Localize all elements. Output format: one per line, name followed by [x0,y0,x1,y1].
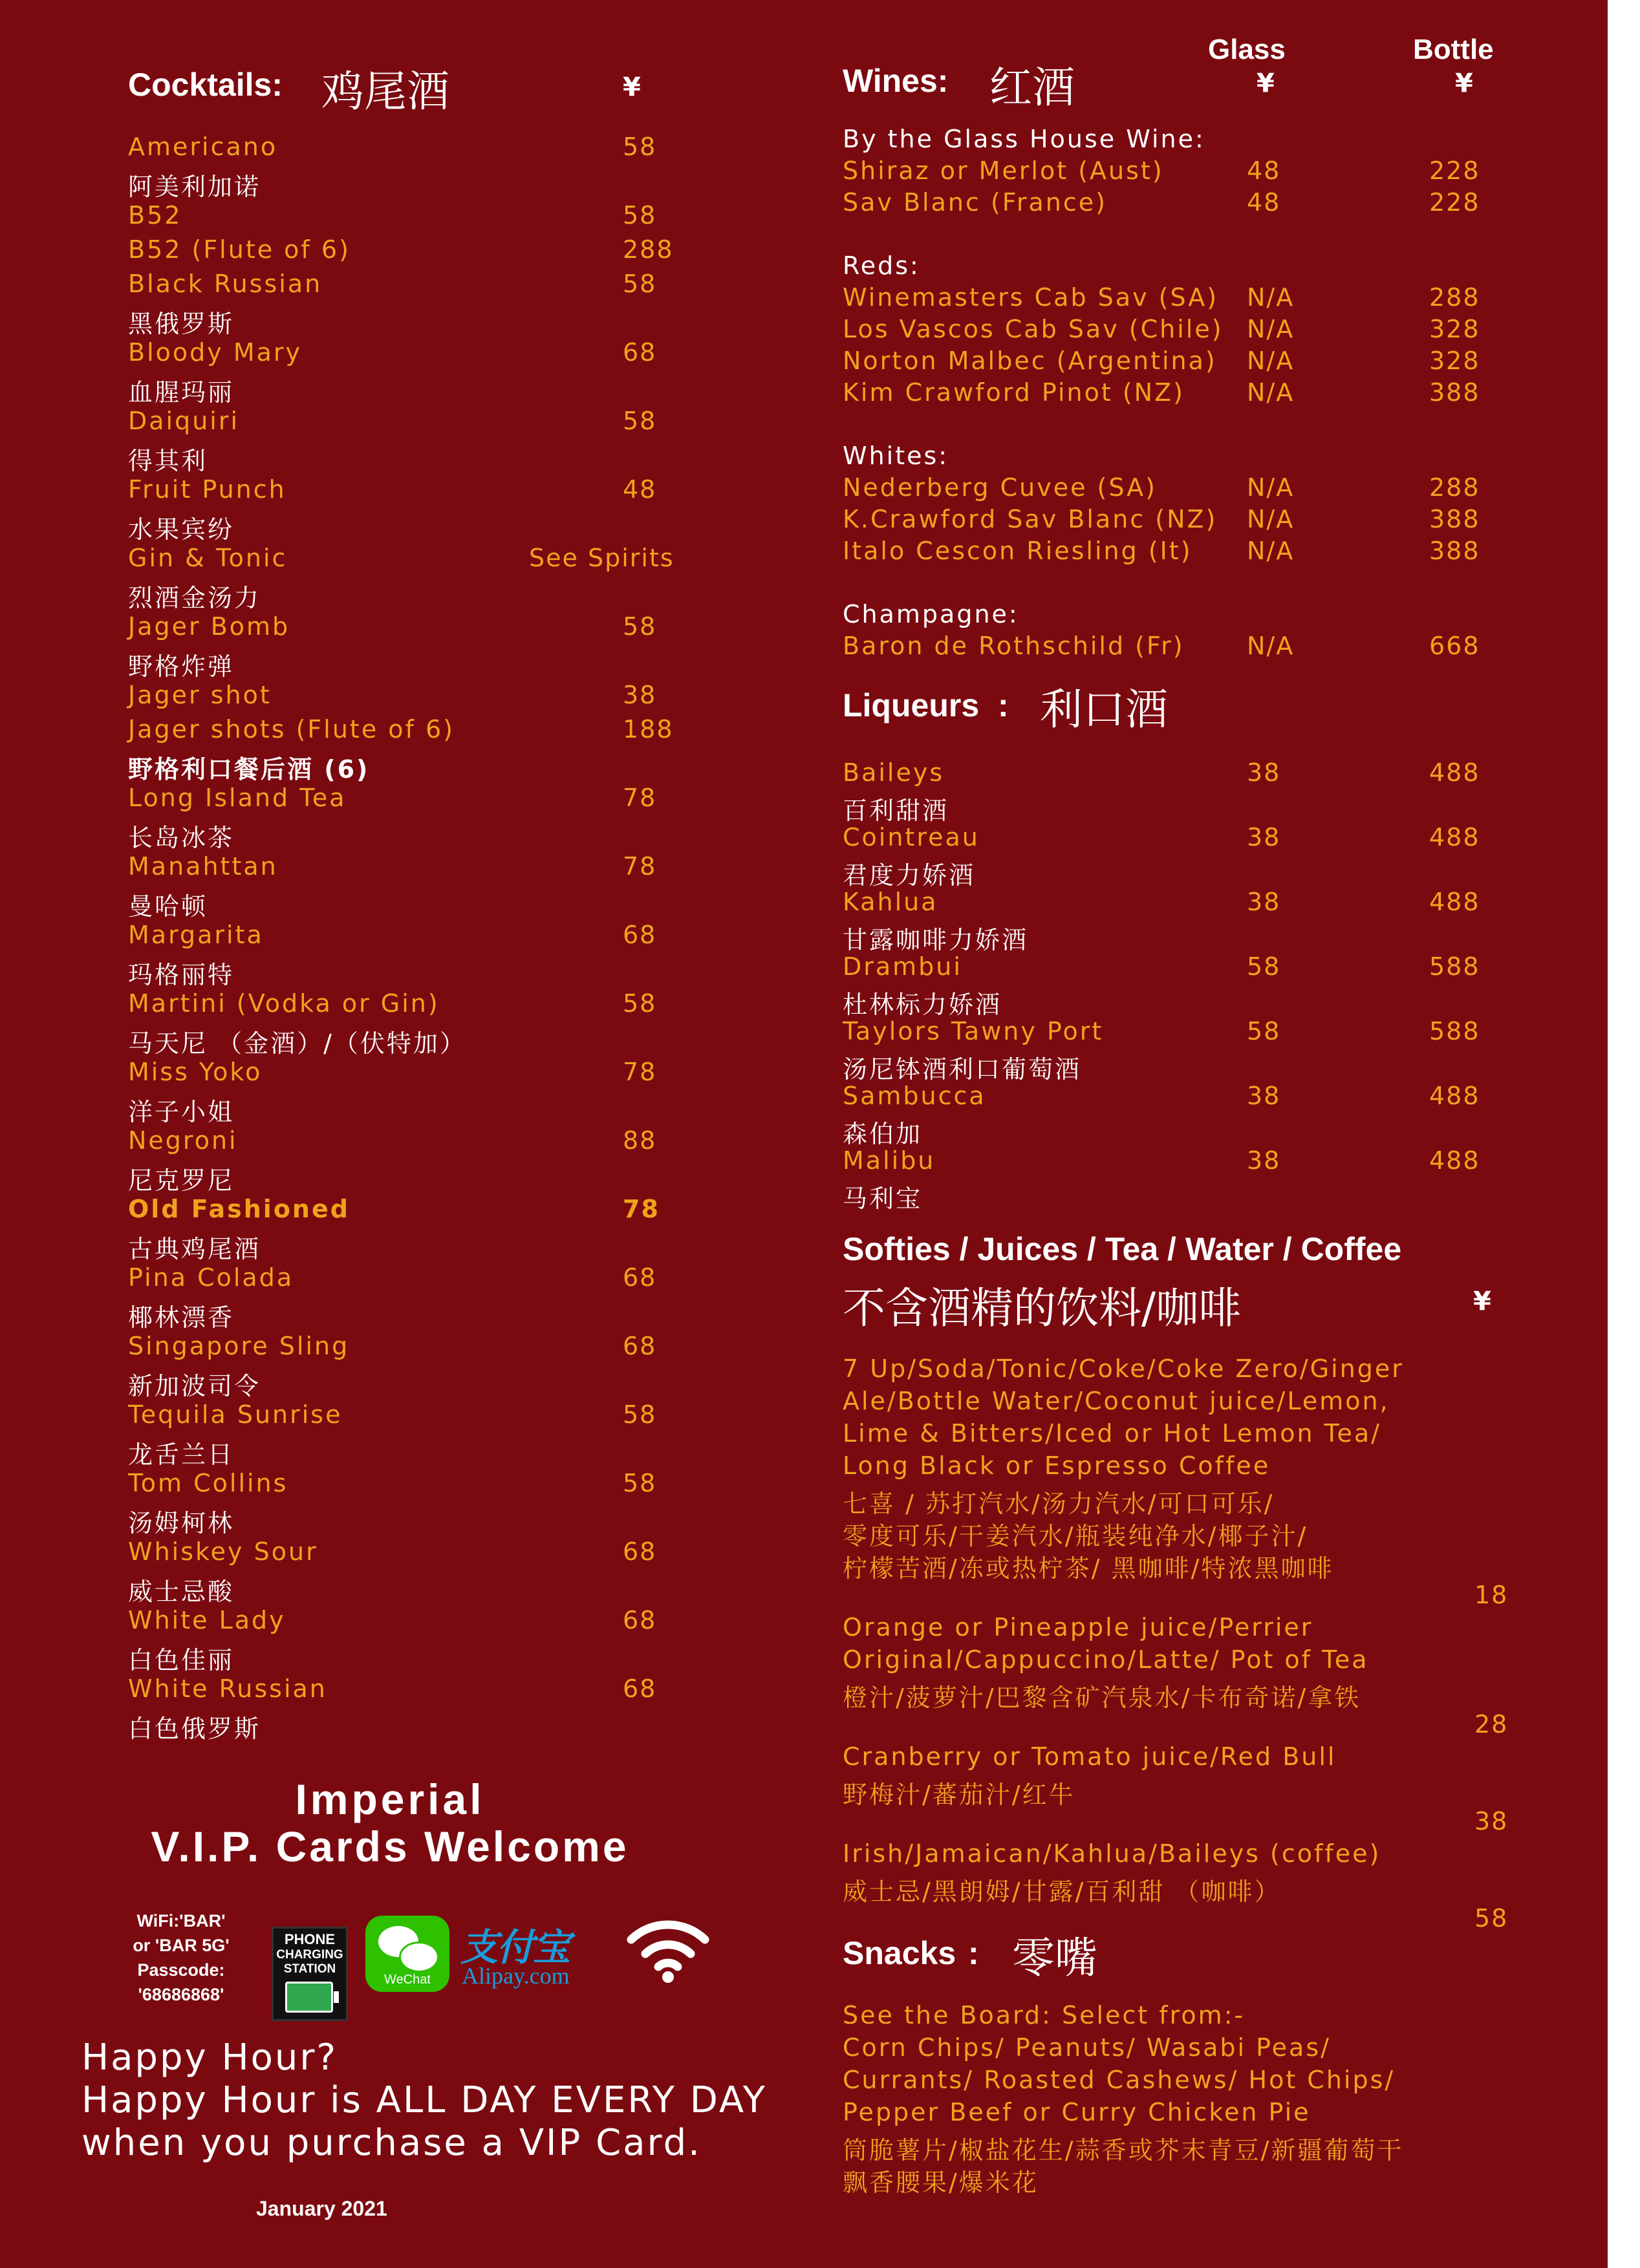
cocktail-price: 188 [623,715,674,744]
softie-line: Long Black or Espresso Coffee [843,1451,1271,1480]
alipay-logo-cn: 支付宝 [460,1925,570,1969]
cocktail-price: 58 [623,407,657,435]
liqueur-bottle-price: 488 [1429,823,1480,851]
cocktail-name: Manahttan [128,852,278,881]
liqueur-glass-price: 38 [1247,823,1281,851]
softie-line: Lime & Bitters/Iced or Hot Lemon Tea/ [843,1419,1381,1448]
liqueur-bottle-price: 588 [1429,1017,1480,1045]
wine-name: Baron de Rothschild (Fr) [843,632,1185,660]
liqueur-glass-price: 38 [1247,758,1281,787]
wine-bottle-price: 668 [1429,632,1480,660]
cocktail-price: 68 [623,1537,657,1566]
liqueurs-title-zh: 利口酒 [1040,685,1168,734]
cocktail-price: 78 [623,1195,660,1223]
wine-glass-price: 48 [1247,156,1281,185]
cocktail-price: 48 [623,475,657,504]
cocktail-price: 58 [623,133,657,161]
wine-bottle-price: 288 [1429,473,1480,502]
cocktail-name-zh: 黑俄罗斯 [128,310,235,338]
wifi-icon [626,1914,710,1985]
bottle-currency: ¥ [1455,69,1473,98]
cocktail-name: Whiskey Sour [128,1537,318,1566]
softie-line: Cranberry or Tomato juice/Red Bull [843,1742,1337,1771]
cocktail-price: 88 [623,1126,657,1155]
softies-currency: ¥ [1473,1287,1491,1316]
wine-name: K.Crawford Sav Blanc (NZ) [843,505,1218,533]
cocktails-currency: ¥ [623,72,641,102]
wine-glass-price: N/A [1247,537,1295,565]
softie-line-zh: 橙汁/菠萝汁/巴黎含矿汽泉水/卡布奇诺/拿铁 [843,1684,1361,1712]
cocktail-name-zh: 水果宾纷 [128,515,235,544]
softie-line-zh: 七喜 / 苏打汽水/汤力汽水/可口可乐/ [843,1490,1275,1518]
wifi-line: WiFi:'BAR' [136,1911,226,1931]
cocktail-name-zh: 白色俄罗斯 [128,1715,261,1743]
wine-glass-price: N/A [1247,378,1295,407]
cocktail-name: Old Fashioned [128,1195,350,1223]
cocktail-price: 288 [623,235,674,264]
cocktail-name: Tequila Sunrise [128,1400,343,1429]
softie-line-zh: 威士忌/黑朗姆/甘露/百利甜 （咖啡） [843,1878,1281,1906]
phone-charging-station-icon [272,1927,348,2021]
liqueur-glass-price: 38 [1247,888,1281,916]
cocktail-price: 68 [623,1606,657,1634]
liqueur-bottle-price: 488 [1429,1146,1480,1175]
cocktail-price: 78 [623,784,657,812]
alipay-logo-en: Alipay.com [462,1963,570,1989]
cocktail-name-zh: 血腥玛丽 [128,378,235,407]
cocktail-name-zh: 得其利 [128,447,208,475]
bottle-column-header: Bottle [1413,34,1494,65]
cocktail-price: 78 [623,1058,657,1086]
happy-hour-question: Happy Hour? [81,2037,338,2079]
imperial-heading: Imperial [295,1775,485,1823]
liqueur-bottle-price: 488 [1429,1082,1480,1110]
happy-hour-vip-line: when you purchase a VIP Card. [81,2122,702,2164]
cocktail-name: Bloody Mary [128,338,302,367]
cocktail-name-zh: 野格炸弹 [128,652,235,681]
cocktail-name: Long Island Tea [128,784,347,812]
snack-line: See the Board: Select from:- [843,2001,1246,2029]
charging-label: PHONE [284,1931,336,1947]
softie-price: 58 [1474,1904,1509,1932]
cocktail-price: 58 [623,270,657,298]
cocktail-name: Tom Collins [128,1469,288,1497]
cocktail-name-zh: 椰林漂香 [128,1303,235,1332]
liqueurs-colon: : [998,687,1009,723]
cocktail-name: Miss Yoko [128,1058,263,1086]
cocktail-name-zh: 古典鸡尾酒 [128,1235,261,1263]
liqueur-bottle-price: 588 [1429,952,1480,981]
liqueur-glass-price: 58 [1247,952,1281,981]
snack-line-zh: 筒脆薯片/椒盐花生/蒜香或芥末青豆/新疆葡萄干 [843,2136,1404,2165]
wine-bottle-price: 328 [1429,315,1480,343]
wifi-line: Passcode: [137,1960,225,1980]
cocktail-name-zh: 威士忌酸 [128,1578,235,1606]
cocktail-price: 68 [623,1263,657,1292]
liqueur-name: Malibu [843,1146,936,1175]
wine-name: Kim Crawford Pinot (NZ) [843,378,1185,407]
cocktail-price: See Spirits [529,544,674,572]
wine-bottle-price: 228 [1429,188,1480,217]
alipay-logo [458,1917,587,1988]
cocktails-title: Cocktails: [128,67,283,103]
cocktail-price: 68 [623,921,657,949]
vip-cards-heading: V.I.P. Cards Welcome [151,1823,629,1870]
softie-price: 28 [1474,1710,1509,1738]
liqueur-name-zh: 森伯加 [843,1120,923,1148]
glass-column-header: Glass [1208,34,1286,65]
wine-name: Shiraz or Merlot (Aust) [843,156,1164,185]
cocktail-price: 58 [623,201,657,230]
cocktail-price: 68 [623,1332,657,1360]
menu-date: January 2021 [256,2197,387,2220]
softie-line: 7 Up/Soda/Tonic/Coke/Coke Zero/Ginger [843,1354,1404,1383]
charging-label: STATION [283,1962,336,1976]
liqueur-name: Sambucca [843,1082,986,1110]
snacks-title: Snacks [843,1935,956,1971]
cocktail-name-zh: 龙舌兰日 [128,1440,235,1469]
softies-title: Softies / Juices / Tea / Water / Coffee [843,1231,1402,1267]
wifi-line: '68686868' [138,1985,224,2004]
cocktail-name-zh: 洋子小姐 [128,1098,235,1126]
cocktail-name: Daiquiri [128,407,240,435]
liqueur-bottle-price: 488 [1429,888,1480,916]
glass-currency: ¥ [1257,69,1275,98]
liqueur-glass-price: 38 [1247,1082,1281,1110]
cocktail-name-zh: 阿美利加诺 [128,173,261,201]
softie-price: 18 [1474,1581,1509,1609]
liqueur-name: Baileys [843,758,945,787]
cocktail-name-zh: 玛格丽特 [128,961,235,989]
cocktail-name-zh: 尼克罗尼 [128,1166,235,1195]
reds-heading: Reds: [843,251,920,280]
cocktail-name: Negroni [128,1126,238,1155]
liqueur-name-zh: 君度力娇酒 [843,861,976,890]
wine-glass-price: N/A [1247,347,1295,375]
liqueur-name: Kahlua [843,888,938,916]
cocktail-name: Jager shot [128,681,272,709]
cocktail-name: White Lady [128,1606,286,1634]
cocktail-price: 58 [623,612,657,641]
cocktail-name-zh: 长岛冰茶 [128,824,235,852]
wine-name: Norton Malbec (Argentina) [843,347,1217,375]
wechat-label: WeChat [384,1973,431,1987]
cocktail-price: 58 [623,1400,657,1429]
liqueur-name-zh: 甘露咖啡力娇酒 [843,926,1029,954]
wine-glass-price: N/A [1247,632,1295,660]
house-wine-heading: By the Glass House Wine: [843,125,1205,153]
snacks-colon: : [968,1935,979,1971]
cocktail-name: B52 [128,201,182,230]
wine-name: Winemasters Cab Sav (SA) [843,283,1219,312]
liqueur-name-zh: 百利甜酒 [843,797,949,825]
wines-title-zh: 红酒 [989,63,1075,112]
cocktail-name-zh: 野格利口餐后酒 (6) [128,755,370,784]
wine-glass-price: 48 [1247,188,1281,217]
cocktail-name: B52 (Flute of 6) [128,235,351,264]
cocktail-price: 68 [623,338,657,367]
wine-bottle-price: 388 [1429,378,1480,407]
cocktail-name: White Russian [128,1674,327,1703]
wifi-info [110,1909,252,2007]
wine-bottle-price: 328 [1429,347,1480,375]
snack-line: Currants/ Roasted Cashews/ Hot Chips/ [843,2066,1396,2094]
cocktail-price: 78 [623,852,657,881]
wine-bottle-price: 388 [1429,505,1480,533]
liqueur-name: Cointreau [843,823,980,851]
cocktail-name-zh: 白色佳丽 [128,1646,235,1674]
wine-name: Italo Cescon Riesling (It) [843,537,1192,565]
cocktail-name: Americano [128,133,278,161]
wines-title: Wines: [843,63,949,99]
cocktail-name: Margarita [128,921,264,949]
liqueur-name: Drambui [843,952,962,981]
champagne-heading: Champagne: [843,600,1019,628]
wifi-line: or 'BAR 5G' [133,1936,230,1955]
wine-bottle-price: 228 [1429,156,1480,185]
cocktail-name-zh: 新加波司令 [128,1372,261,1400]
cocktail-name: Martini (Vodka or Gin) [128,989,440,1018]
wine-glass-price: N/A [1247,315,1295,343]
wine-name: Nederberg Cuvee (SA) [843,473,1157,502]
cocktail-name-zh: 汤姆柯林 [128,1509,235,1537]
cocktail-name: Fruit Punch [128,475,286,504]
cocktail-name-zh: 曼哈顿 [128,892,208,921]
snacks-title-zh: 零嘴 [1012,1933,1097,1983]
wine-name: Los Vascos Cab Sav (Chile) [843,315,1224,343]
cocktail-name: Jager Bomb [128,612,290,641]
cocktail-name-zh: 马天尼 （金酒）/（伏特加） [128,1029,466,1058]
cocktail-price: 58 [623,989,657,1018]
wine-glass-price: N/A [1247,473,1295,502]
whites-heading: Whites: [843,442,949,470]
cocktail-name: Singapore Sling [128,1332,350,1360]
liqueur-name: Taylors Tawny Port [843,1017,1104,1045]
wine-glass-price: N/A [1247,283,1295,312]
wine-bottle-price: 288 [1429,283,1480,312]
cocktail-name: Black Russian [128,270,323,298]
snack-line-zh: 飘香腰果/爆米花 [843,2168,1039,2197]
softie-line-zh: 柠檬苦酒/冻或热柠茶/ 黑咖啡/特浓黑咖啡 [843,1554,1334,1583]
liqueur-bottle-price: 488 [1429,758,1480,787]
softie-line: Ale/Bottle Water/Coconut juice/Lemon, [843,1387,1390,1415]
snack-line: Corn Chips/ Peanuts/ Wasabi Peas/ [843,2033,1331,2062]
softie-price: 38 [1474,1807,1509,1835]
snack-line: Pepper Beef or Curry Chicken Pie [843,2098,1311,2126]
softies-title-zh: 不含酒精的饮料/咖啡 [843,1283,1242,1333]
cocktail-price: 68 [623,1674,657,1703]
liqueur-name-zh: 汤尼钵酒利口葡萄酒 [843,1055,1082,1084]
wine-name: Sav Blanc (France) [843,188,1107,217]
happy-hour-line: Happy Hour is ALL DAY EVERY DAY [81,2079,768,2121]
cocktails-title-zh: 鸡尾酒 [321,67,449,116]
softie-line-zh: 野梅汁/蕃茄汁/红牛 [843,1781,1075,1809]
battery-icon [285,1982,333,2013]
liqueur-name-zh: 马利宝 [843,1184,923,1213]
liqueur-glass-price: 58 [1247,1017,1281,1045]
cocktail-name: Pina Colada [128,1263,294,1292]
cocktail-name-zh: 烈酒金汤力 [128,584,261,612]
softie-line: Irish/Jamaican/Kahlua/Baileys (coffee) [843,1839,1381,1868]
cocktail-price: 58 [623,1469,657,1497]
cocktail-price: 38 [623,681,657,709]
softie-line: Original/Cappuccino/Latte/ Pot of Tea [843,1645,1369,1674]
charging-label: CHARGING [276,1948,343,1962]
cocktail-name: Gin & Tonic [128,544,288,572]
wine-glass-price: N/A [1247,505,1295,533]
liqueurs-title: Liqueurs [843,687,980,723]
wine-bottle-price: 388 [1429,537,1480,565]
liqueur-glass-price: 38 [1247,1146,1281,1175]
softie-line-zh: 零度可乐/干姜汽水/瓶装纯净水/椰子汁/ [843,1522,1308,1550]
wechat-icon [365,1916,449,1992]
softie-line: Orange or Pineapple juice/Perrier [843,1613,1313,1642]
liqueur-name-zh: 杜林标力娇酒 [843,990,1002,1019]
cocktail-name: Jager shots (Flute of 6) [128,715,455,744]
